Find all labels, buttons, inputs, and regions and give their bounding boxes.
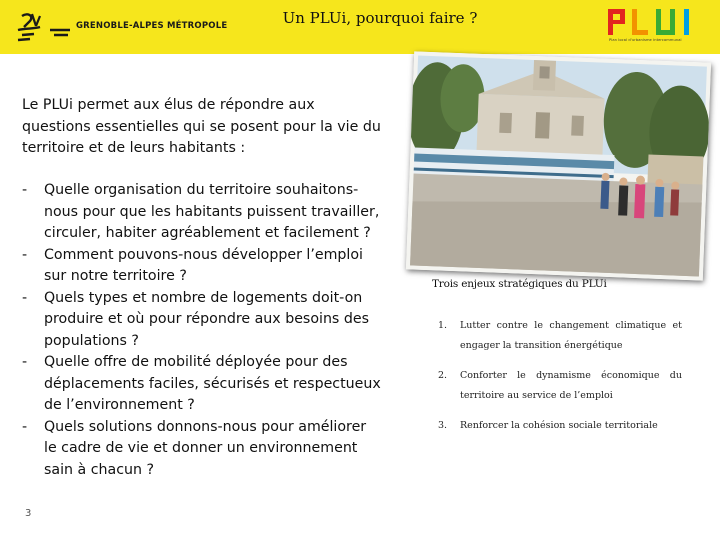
list-item: - Quelle offre de mobilité déployée pour des déplacements faciles, sécurisés et respectueux de l’environnement ? [22, 354, 381, 413]
item-number: 1. [438, 320, 448, 331]
page-title: Un PLUi, pourquoi faire ? [282, 9, 478, 27]
item-text: Lutter contre le changement climatique et engager la transition énergétique [460, 320, 682, 351]
page-number: 3 [25, 508, 32, 519]
item-text: Renforcer la cohésion sociale territoriale [460, 420, 658, 431]
plui-tagline: Plan local d'urbanisme intercommunal [609, 38, 682, 42]
list-item: - Quelle organisation du territoire souhaitons-nous pour que les habitants puissent travailler, circuler, habiter agréablement et facilement ? [22, 182, 380, 241]
list-item [432, 416, 682, 436]
list-item: - Quels solutions donnons-nous pour améliorer le cadre de vie et donner un environnement sain à chacun ? [22, 418, 367, 478]
header-banner [0, 0, 720, 54]
item-number: 2. [438, 370, 448, 381]
stakes-list [432, 316, 682, 446]
photo-illustration [406, 51, 711, 280]
intro-paragraph: Le PLUi permet aux élus de répondre aux questions essentielles qui se posent pour la vie du territoire et de leurs habitants : [22, 97, 381, 156]
questions-list [22, 180, 382, 481]
list-item: - Quels types et nombre de logements doit-on produire et où pour répondre aux besoins des populations ? [22, 289, 369, 349]
city-square-photo [406, 51, 711, 280]
list-item: - Comment pouvons-nous développer l’emploi sur notre territoire ? [22, 246, 363, 284]
stakes-heading: Trois enjeux stratégiques du PLUi [432, 278, 607, 290]
item-text: Conforter le dynamisme économique du territoire au service de l’emploi [460, 370, 682, 401]
item-number: 3. [438, 420, 448, 431]
logo-wordmark: GRENOBLE-ALPES MÉTROPOLE [76, 21, 228, 31]
list-item [432, 316, 682, 356]
list-item [432, 366, 682, 406]
